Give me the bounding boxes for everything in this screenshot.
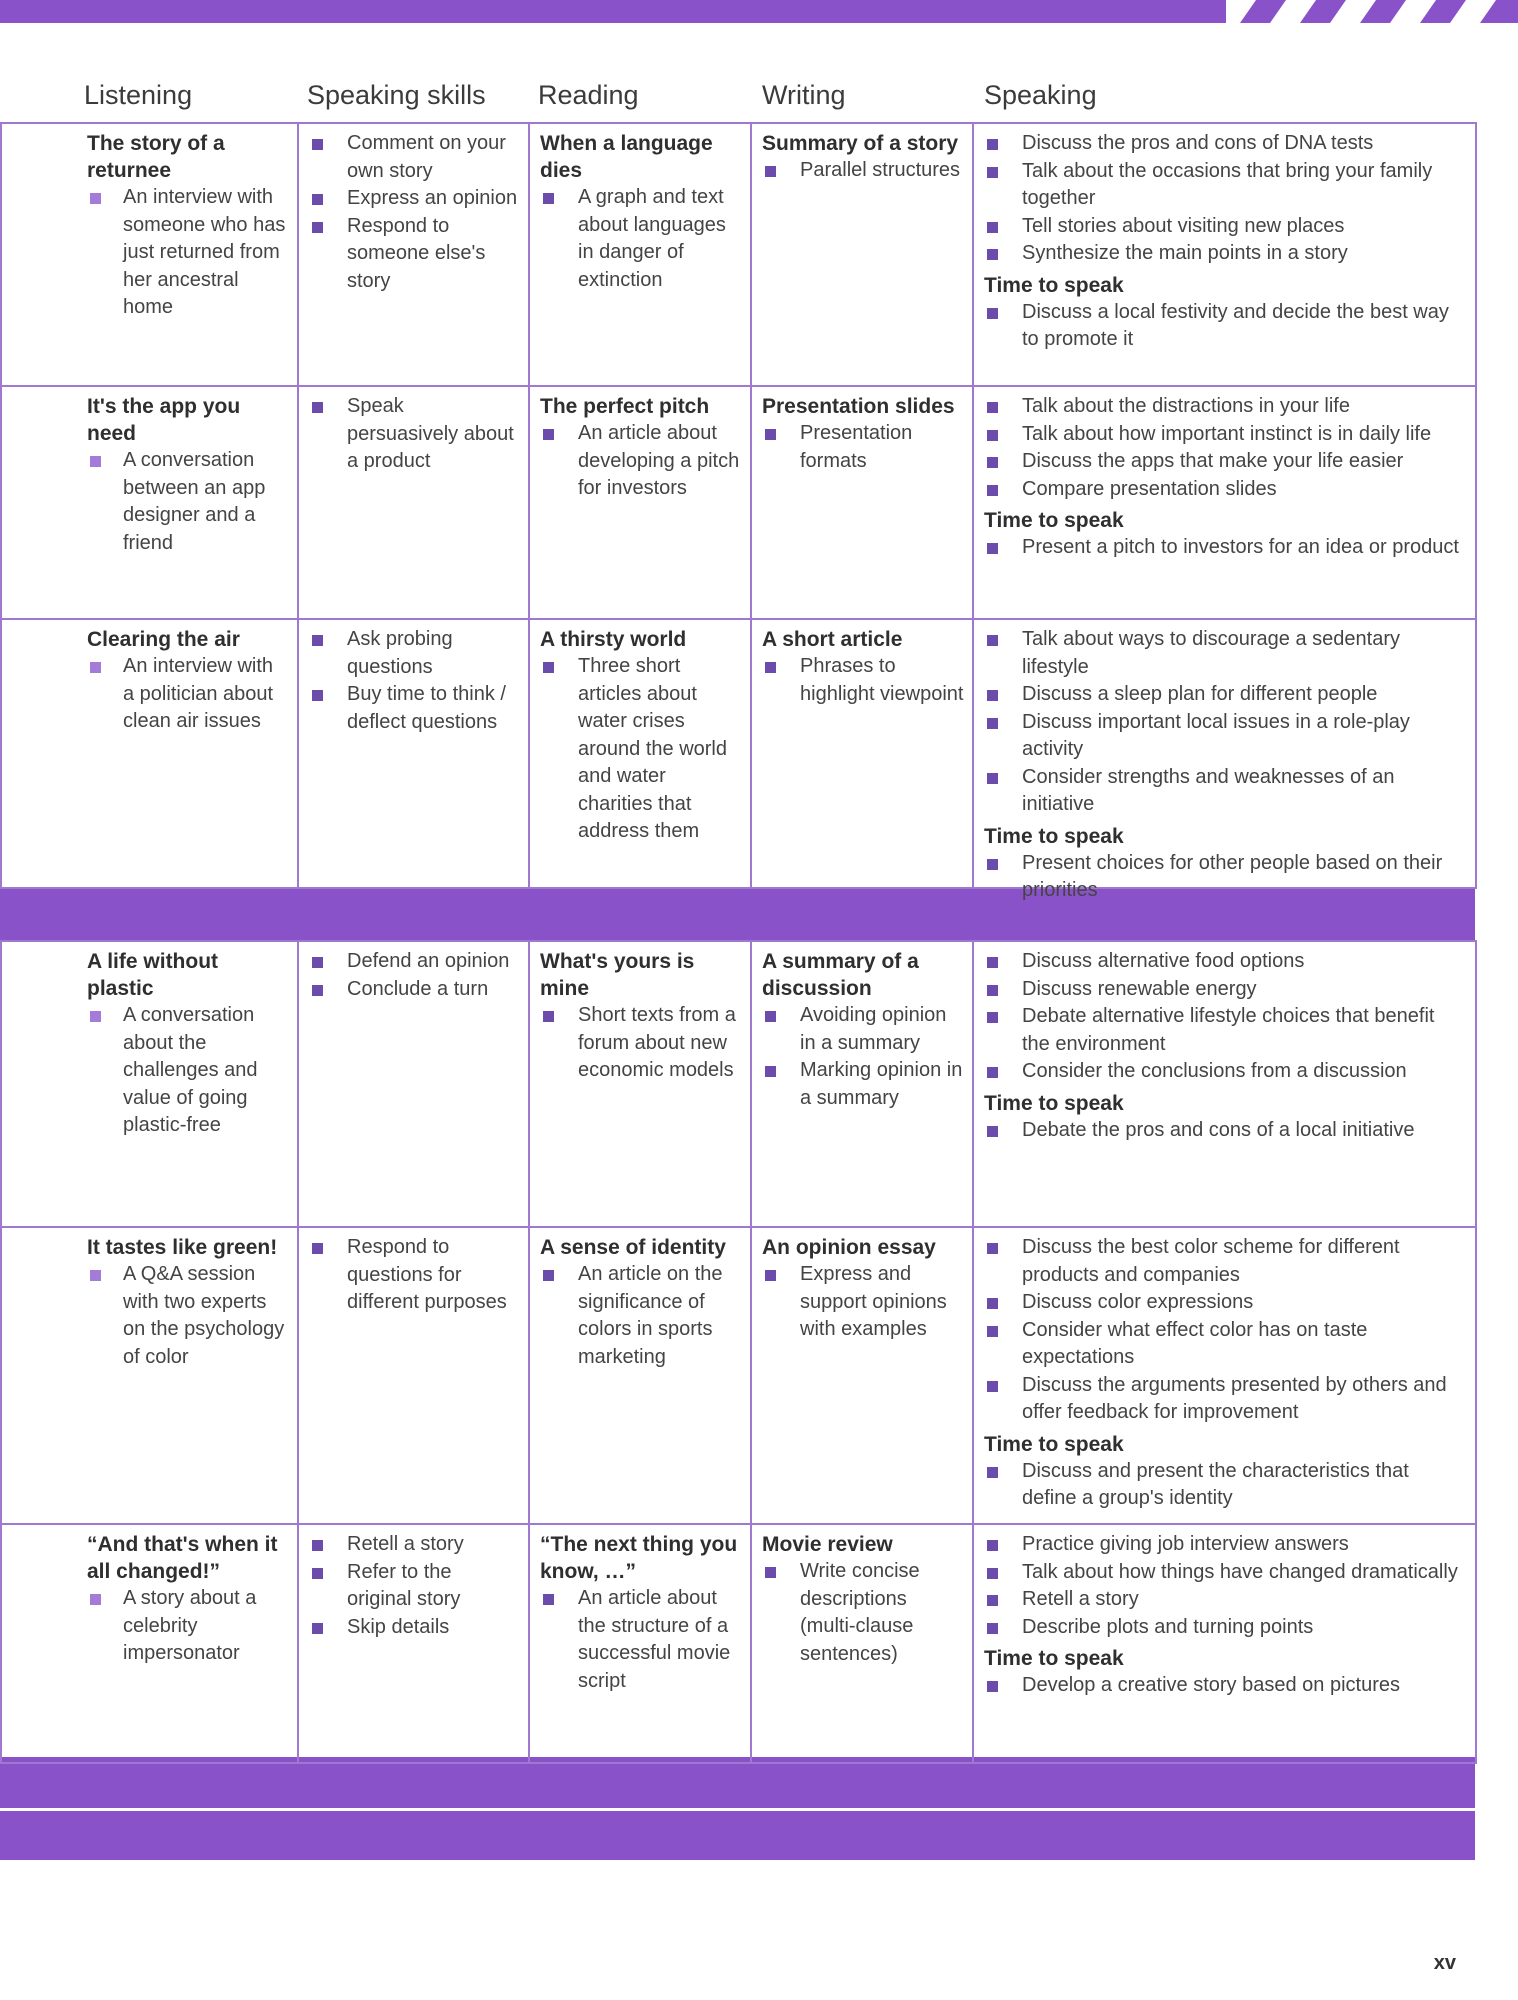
square-bullet-icon: [987, 1595, 998, 1606]
list-item: [984, 626, 1467, 681]
bullets-list: [984, 626, 1467, 819]
cell-title: It's the app you need: [87, 395, 241, 445]
list-item-text: Discuss the pros and cons of DNA tests: [1022, 132, 1374, 154]
list-item-text: Present choices for other people based on their priorities: [1022, 851, 1443, 901]
bullets-list: [540, 1261, 742, 1371]
cell-title: A sense of identity: [540, 1236, 726, 1259]
cell-speaking-skills: [297, 1523, 530, 1764]
square-bullet-icon: [543, 1270, 554, 1281]
cell-writing: [750, 1523, 974, 1764]
cell-listening: [0, 385, 299, 620]
list-item-text: Buy time to think / deflect questions: [347, 683, 506, 733]
top-decorative-stripe: [0, 0, 1518, 23]
header-writing: Writing: [762, 80, 846, 110]
bullets-list: [762, 420, 964, 475]
cell-writing: [750, 1226, 974, 1525]
list-item-text: Debate alternative lifestyle choices that benefit the environment: [1022, 1005, 1435, 1055]
cell-title: Summary of a story: [762, 132, 959, 155]
list-item-text: Speak persuasively about a product: [347, 395, 514, 472]
list-item: [984, 421, 1467, 449]
list-item-text: Discuss important local issues in a role-play activity: [1022, 710, 1410, 760]
cell-title: Clearing the air: [87, 628, 240, 651]
cell-speaking: [972, 1523, 1477, 1764]
list-item-text: Discuss a sleep plan for different people: [1022, 683, 1378, 705]
cell-title: The perfect pitch: [540, 395, 710, 418]
list-item-text: Defend an opinion: [347, 950, 510, 972]
cell-speaking: [972, 940, 1477, 1228]
square-bullet-icon: [90, 662, 101, 673]
square-bullet-icon: [765, 662, 776, 673]
list-item-text: Retell a story: [1022, 1588, 1139, 1610]
time-to-speak-list: [984, 534, 1467, 562]
cell-listening: [0, 1226, 299, 1525]
cell-title: What's yours is mine: [540, 950, 695, 1000]
list-item-text: Retell a story: [347, 1533, 464, 1555]
cell-speaking-skills: [297, 1226, 530, 1525]
list-item: [309, 393, 520, 476]
bullets-list: [540, 1002, 742, 1085]
square-bullet-icon: [765, 1011, 776, 1022]
list-item: [540, 184, 742, 294]
list-item: [87, 653, 289, 736]
time-to-speak-list: [984, 1458, 1467, 1513]
time-to-speak-heading: Time to speak: [984, 273, 1124, 297]
list-item-text: Talk about the distractions in your life: [1022, 395, 1350, 417]
cell-speaking: [972, 618, 1477, 901]
list-item-text: Phrases to highlight viewpoint: [800, 655, 964, 705]
cell-speaking-skills: [297, 940, 530, 1228]
square-bullet-icon: [312, 957, 323, 968]
bullets-list: [984, 130, 1467, 268]
list-item: [984, 448, 1467, 476]
header-listening: Listening: [84, 80, 193, 110]
square-bullet-icon: [90, 193, 101, 204]
list-item: [762, 420, 964, 475]
cell-title: A summary of a discussion: [762, 950, 919, 1000]
square-bullet-icon: [987, 1467, 998, 1478]
square-bullet-icon: [312, 1540, 323, 1551]
cell-title: A thirsty world: [540, 628, 687, 651]
bullets-list: [309, 393, 520, 476]
square-bullet-icon: [987, 1681, 998, 1692]
list-item-text: Comment on your own story: [347, 132, 506, 182]
cell-writing: [750, 385, 974, 620]
list-item-text: A Q&A session with two experts on the psychology of color: [123, 1263, 285, 1368]
square-bullet-icon: [987, 1067, 998, 1078]
list-item: [87, 184, 289, 322]
list-item-text: Conclude a turn: [347, 977, 489, 1000]
header-reading: Reading: [538, 80, 639, 110]
square-bullet-icon: [987, 222, 998, 233]
list-item-text: Debate the pros and cons of a local initiative: [1022, 1118, 1415, 1141]
list-item-text: Tell stories about visiting new places: [1022, 214, 1345, 237]
list-item: [309, 130, 520, 185]
list-item: [762, 157, 964, 185]
list-item: [540, 1585, 742, 1695]
bullets-list: [87, 447, 289, 557]
time-to-speak-heading: Time to speak: [984, 509, 1124, 532]
square-bullet-icon: [987, 1381, 998, 1392]
list-item: [984, 1058, 1467, 1086]
bullets-list: [984, 393, 1467, 503]
list-item: [984, 1531, 1467, 1559]
list-item-text: Skip details: [347, 1615, 450, 1638]
list-item: [540, 653, 742, 846]
square-bullet-icon: [312, 1568, 323, 1579]
footer-band-line: [0, 1808, 1475, 1811]
square-bullet-icon: [543, 1594, 554, 1605]
cell-listening: [0, 1523, 299, 1764]
square-bullet-icon: [312, 402, 323, 413]
cell-speaking-skills: [297, 618, 530, 889]
list-item-text: Discuss the apps that make your life easier: [1022, 450, 1404, 472]
square-bullet-icon: [987, 635, 998, 646]
list-item-text: Consider strengths and weaknesses of an initiative: [1022, 765, 1395, 815]
bullets-list: [87, 1002, 289, 1140]
list-item: [540, 1261, 742, 1371]
cell-writing: [750, 940, 974, 1228]
square-bullet-icon: [543, 193, 554, 204]
cell-writing: [750, 618, 974, 889]
square-bullet-icon: [987, 985, 998, 996]
cell-speaking-skills: [297, 385, 530, 620]
list-item-text: Consider what effect color has on taste expectations: [1022, 1318, 1368, 1368]
cell-title: When a language dies: [540, 132, 713, 182]
cell-reading: [528, 618, 752, 889]
square-bullet-icon: [90, 1594, 101, 1605]
square-bullet-icon: [987, 139, 998, 150]
list-item: [309, 185, 520, 213]
list-item: [762, 1057, 964, 1112]
list-item: [762, 1261, 964, 1344]
square-bullet-icon: [987, 1540, 998, 1551]
bullets-list: [309, 626, 520, 736]
list-item: [309, 1531, 520, 1559]
list-item-text: Compare presentation slides: [1022, 477, 1277, 500]
square-bullet-icon: [543, 429, 554, 440]
time-to-speak-heading: Time to speak: [984, 1091, 1124, 1115]
list-item-text: Write concise descriptions (multi-clause sentences): [800, 1560, 920, 1665]
list-item: [309, 213, 520, 296]
list-item: [309, 976, 520, 1004]
list-item: [984, 1117, 1467, 1145]
square-bullet-icon: [312, 194, 323, 205]
cell-listening: [0, 940, 299, 1228]
list-item: [87, 1261, 289, 1371]
square-bullet-icon: [987, 957, 998, 968]
list-item: [309, 626, 520, 681]
cell-title: “The next thing you know, …”: [540, 1533, 738, 1583]
list-item-text: Respond to questions for different purposes: [347, 1236, 507, 1313]
square-bullet-icon: [765, 166, 776, 177]
list-item: [540, 1002, 742, 1085]
list-item: [87, 1002, 289, 1140]
bullets-list: [540, 1585, 742, 1695]
list-item-text: Discuss the arguments presented by others and offer feedback for improvement: [1022, 1373, 1447, 1423]
list-item-text: Discuss color expressions: [1022, 1291, 1254, 1313]
square-bullet-icon: [312, 985, 323, 996]
square-bullet-icon: [987, 718, 998, 729]
square-bullet-icon: [987, 402, 998, 413]
list-item: [984, 1372, 1467, 1427]
cell-speaking: [972, 1226, 1477, 1525]
list-item-text: Ask probing questions: [347, 628, 453, 678]
square-bullet-icon: [543, 662, 554, 673]
list-item: [762, 1558, 964, 1668]
list-item: [984, 1672, 1467, 1700]
list-item: [309, 948, 520, 976]
list-item: [984, 976, 1467, 1004]
time-to-speak-heading: Time to speak: [984, 1432, 1124, 1456]
square-bullet-icon: [543, 1011, 554, 1022]
bullets-list: [309, 948, 520, 1003]
square-bullet-icon: [90, 1270, 101, 1281]
list-item-text: A conversation between an app designer and a friend: [123, 449, 266, 554]
cell-title: “And that's when it all changed!”: [87, 1533, 278, 1583]
list-item-text: Synthesize the main points in a story: [1022, 242, 1348, 264]
list-item: [984, 299, 1467, 354]
page-number: xv: [1433, 1952, 1456, 1974]
square-bullet-icon: [765, 429, 776, 440]
list-item-text: Consider the conclusions from a discussion: [1022, 1060, 1407, 1082]
bullets-list: [309, 130, 520, 295]
cell-title: It tastes like green!: [87, 1236, 278, 1259]
list-item-text: Talk about how things have changed dramatically: [1022, 1560, 1458, 1583]
list-item-text: Parallel structures: [800, 159, 961, 181]
list-item-text: Refer to the original story: [347, 1560, 461, 1610]
list-item-text: Discuss renewable energy: [1022, 977, 1257, 1000]
square-bullet-icon: [987, 1243, 998, 1254]
list-item: [984, 709, 1467, 764]
square-bullet-icon: [987, 1623, 998, 1634]
bullets-list: [540, 653, 742, 846]
square-bullet-icon: [987, 1298, 998, 1309]
bullets-list: [309, 1234, 520, 1317]
list-item: [762, 653, 964, 708]
cell-listening: [0, 618, 299, 889]
cell-title: Presentation slides: [762, 395, 955, 418]
list-item-text: Practice giving job interview answers: [1022, 1533, 1349, 1555]
list-item: [984, 240, 1467, 268]
column-headers: [0, 80, 1518, 120]
list-item-text: Talk about how important instinct is in daily life: [1022, 422, 1432, 445]
time-to-speak-list: [984, 1672, 1467, 1700]
list-item-text: Present a pitch to investors for an idea or product: [1022, 536, 1459, 558]
list-item-text: Describe plots and turning points: [1022, 1615, 1314, 1638]
cell-writing: [750, 122, 974, 387]
time-to-speak-heading: Time to speak: [984, 1647, 1124, 1670]
cell-title: A life without plastic: [87, 950, 219, 1000]
square-bullet-icon: [987, 457, 998, 468]
list-item: [87, 1585, 289, 1668]
list-item-text: A graph and text about languages in danger of extinction: [578, 186, 726, 291]
square-bullet-icon: [987, 308, 998, 319]
list-item-text: An interview with someone who has just returned from her ancestral home: [123, 186, 286, 318]
list-item: [309, 1614, 520, 1642]
cell-reading: [528, 122, 752, 387]
list-item-text: Talk about the occasions that bring your family together: [1022, 159, 1433, 209]
list-item-text: A conversation about the challenges and value of going plastic-free: [123, 1004, 258, 1136]
square-bullet-icon: [90, 456, 101, 467]
list-item-text: An interview with a politician about clean air issues: [123, 655, 274, 732]
list-item: [984, 476, 1467, 504]
bullets-list: [762, 1558, 964, 1668]
bullets-list: [540, 184, 742, 294]
bullets-list: [87, 1585, 289, 1668]
list-item-text: Discuss and present the characteristics that define a group's identity: [1022, 1459, 1409, 1509]
bullets-list: [540, 420, 742, 503]
list-item-text: Express and support opinions with examples: [800, 1263, 947, 1340]
list-item: [984, 130, 1467, 158]
list-item-text: Develop a creative story based on pictures: [1022, 1674, 1400, 1696]
list-item: [984, 1458, 1467, 1513]
list-item: [309, 1559, 520, 1614]
list-item: [87, 447, 289, 557]
bullets-list: [762, 157, 964, 185]
header-speaking-skills: Speaking skills: [307, 80, 486, 110]
square-bullet-icon: [312, 139, 323, 150]
list-item-text: An article about developing a pitch for investors: [578, 422, 740, 499]
list-item: [984, 764, 1467, 819]
list-item: [984, 213, 1467, 241]
square-bullet-icon: [987, 773, 998, 784]
bullets-list: [762, 653, 964, 708]
header-speaking: Speaking: [984, 80, 1097, 110]
list-item: [984, 393, 1467, 421]
time-to-speak-heading: Time to speak: [984, 824, 1124, 848]
cell-listening: [0, 122, 299, 387]
list-item-text: Express an opinion: [347, 187, 518, 209]
list-item: [984, 850, 1467, 905]
cell-reading: [528, 1226, 752, 1525]
list-item: [984, 1234, 1467, 1289]
time-to-speak-list: [984, 1117, 1467, 1145]
cell-speaking: [972, 385, 1477, 620]
list-item: [309, 681, 520, 736]
list-item: [984, 534, 1467, 562]
bullets-list: [309, 1531, 520, 1641]
square-bullet-icon: [987, 485, 998, 496]
bullets-list: [984, 1234, 1467, 1427]
bullets-list: [984, 948, 1467, 1086]
square-bullet-icon: [312, 1623, 323, 1634]
list-item: [309, 1234, 520, 1317]
bullets-list: [984, 1531, 1467, 1641]
square-bullet-icon: [987, 1012, 998, 1023]
square-bullet-icon: [765, 1066, 776, 1077]
cell-reading: [528, 940, 752, 1228]
square-bullet-icon: [987, 249, 998, 260]
square-bullet-icon: [765, 1567, 776, 1578]
list-item-text: Avoiding opinion in a summary: [800, 1004, 947, 1054]
cell-title: Movie review: [762, 1533, 893, 1556]
list-item-text: Talk about ways to discourage a sedentary lifestyle: [1022, 628, 1400, 678]
bullets-list: [87, 1261, 289, 1371]
list-item: [984, 158, 1467, 213]
cell-title: A short article: [762, 628, 903, 651]
time-to-speak-list: [984, 299, 1467, 354]
bullets-list: [87, 184, 289, 322]
list-item-text: An article on the significance of colors in sports marketing: [578, 1263, 723, 1368]
list-item-text: Discuss alternative food options: [1022, 950, 1305, 972]
list-item: [984, 1289, 1467, 1317]
list-item: [984, 1559, 1467, 1587]
list-item: [984, 1586, 1467, 1614]
square-bullet-icon: [987, 430, 998, 441]
list-item: [984, 948, 1467, 976]
time-to-speak-list: [984, 850, 1467, 905]
list-item-text: Marking opinion in a summary: [800, 1059, 963, 1109]
square-bullet-icon: [987, 859, 998, 870]
list-item-text: Short texts from a forum about new economic models: [578, 1004, 736, 1081]
square-bullet-icon: [987, 1326, 998, 1337]
square-bullet-icon: [312, 690, 323, 701]
square-bullet-icon: [987, 543, 998, 554]
square-bullet-icon: [312, 222, 323, 233]
cell-speaking: [972, 122, 1477, 387]
square-bullet-icon: [987, 1126, 998, 1137]
list-item: [540, 420, 742, 503]
list-item: [984, 1003, 1467, 1058]
list-item: [984, 1614, 1467, 1642]
list-item-text: Three short articles about water crises around the world and water charities that address them: [578, 655, 727, 842]
cell-reading: [528, 1523, 752, 1764]
cell-reading: [528, 385, 752, 620]
bullets-list: [762, 1002, 964, 1112]
cell-title: The story of a returnee: [87, 132, 225, 182]
square-bullet-icon: [312, 1243, 323, 1254]
list-item-text: Discuss a local festivity and decide the best way to promote it: [1022, 300, 1449, 350]
cell-title: An opinion essay: [762, 1236, 936, 1259]
list-item: [984, 1317, 1467, 1372]
square-bullet-icon: [90, 1011, 101, 1022]
square-bullet-icon: [765, 1270, 776, 1281]
list-item-text: An article about the structure of a successful movie script: [578, 1587, 731, 1692]
list-item-text: Presentation formats: [800, 422, 913, 472]
list-item-text: Respond to someone else's story: [347, 214, 486, 292]
list-item: [984, 681, 1467, 709]
cell-speaking-skills: [297, 122, 530, 387]
square-bullet-icon: [987, 167, 998, 178]
bullets-list: [87, 653, 289, 736]
list-item: [762, 1002, 964, 1057]
square-bullet-icon: [312, 635, 323, 646]
bullets-list: [762, 1261, 964, 1344]
square-bullet-icon: [987, 690, 998, 701]
list-item-text: Discuss the best color scheme for different products and companies: [1022, 1236, 1400, 1286]
list-item-text: A story about a celebrity impersonator: [123, 1587, 257, 1664]
square-bullet-icon: [987, 1568, 998, 1579]
